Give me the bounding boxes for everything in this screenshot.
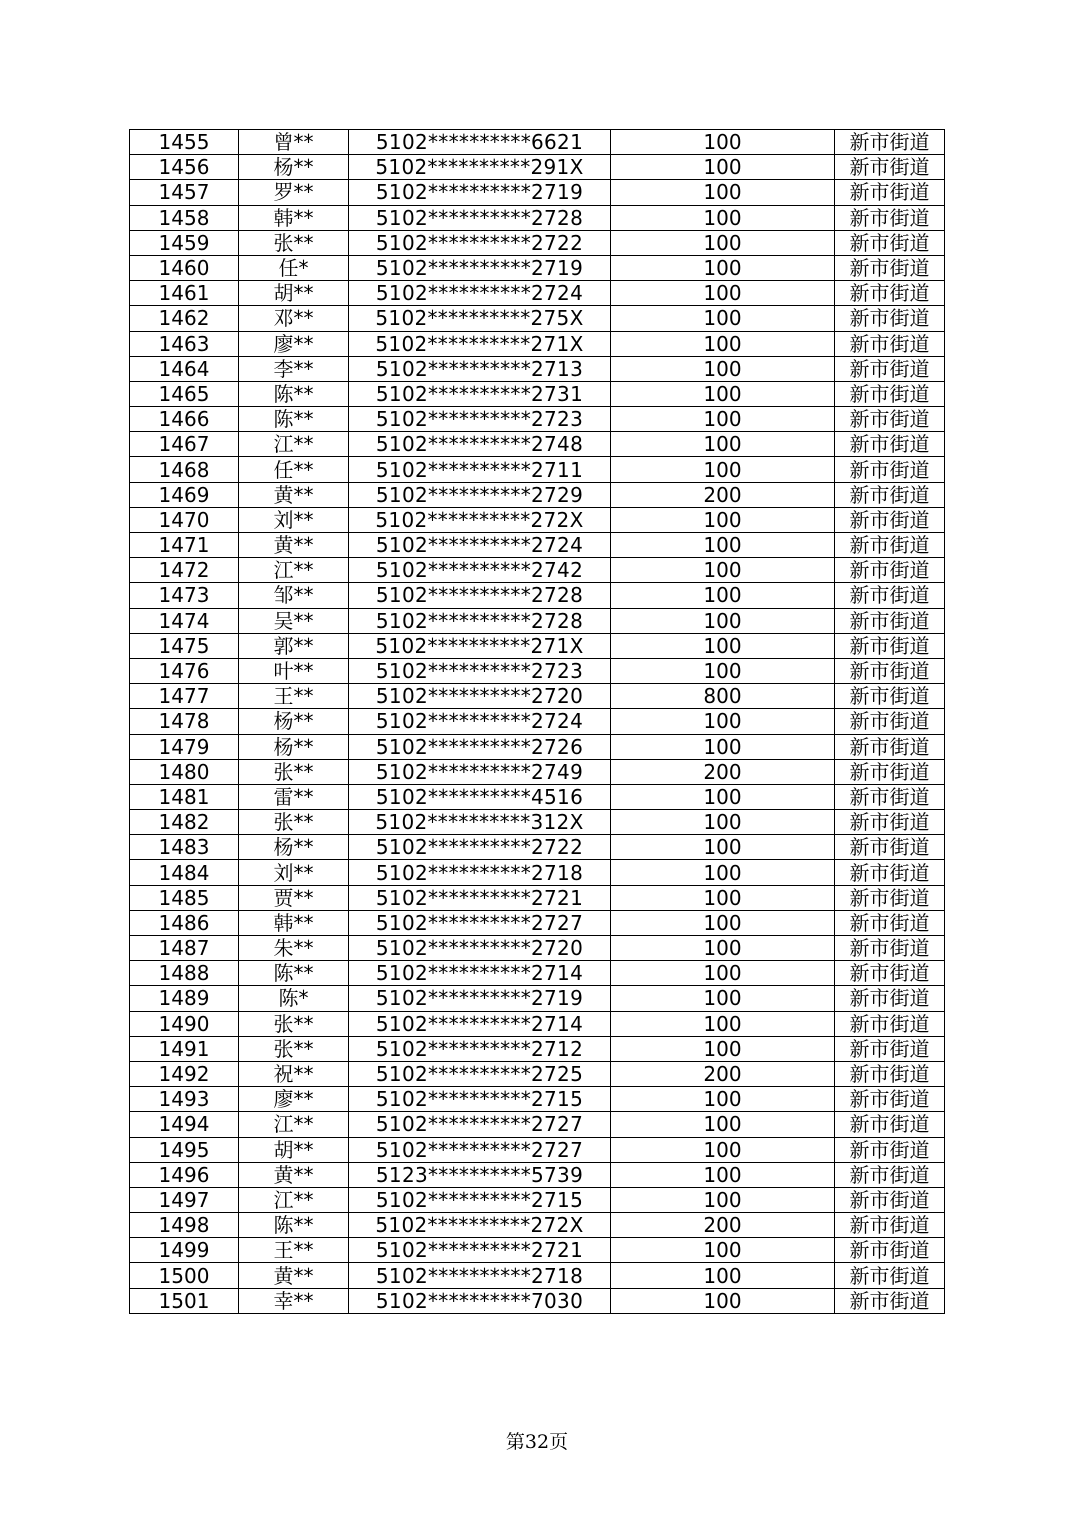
subdistrict-cell: 新市街道 — [835, 457, 945, 482]
table-row — [130, 583, 945, 608]
subdistrict-cell: 新市街道 — [835, 885, 945, 910]
amount-cell: 100 — [611, 936, 835, 961]
amount-cell: 100 — [611, 1162, 835, 1187]
name-cell: 杨** — [239, 709, 349, 734]
amount-cell: 100 — [611, 709, 835, 734]
subdistrict-cell: 新市街道 — [835, 936, 945, 961]
amount-cell: 100 — [611, 457, 835, 482]
name-cell: 邹** — [239, 583, 349, 608]
name-cell: 刘** — [239, 507, 349, 532]
table-row — [130, 306, 945, 331]
table-row — [130, 1036, 945, 1061]
amount-cell: 100 — [611, 810, 835, 835]
serial-number-cell: 1472 — [130, 558, 239, 583]
id-number-cell: 5102**********2728 — [349, 205, 611, 230]
amount-cell: 200 — [611, 482, 835, 507]
subdistrict-cell: 新市街道 — [835, 1162, 945, 1187]
subdistrict-cell: 新市街道 — [835, 1263, 945, 1288]
serial-number-cell: 1468 — [130, 457, 239, 482]
id-number-cell: 5102**********2720 — [349, 936, 611, 961]
serial-number-cell: 1491 — [130, 1036, 239, 1061]
table-row — [130, 230, 945, 255]
amount-cell: 100 — [611, 784, 835, 809]
subdistrict-cell: 新市街道 — [835, 1213, 945, 1238]
name-cell: 黄** — [239, 1263, 349, 1288]
name-cell: 任* — [239, 255, 349, 280]
id-number-cell: 5102**********271X — [349, 633, 611, 658]
serial-number-cell: 1488 — [130, 961, 239, 986]
subdistrict-cell: 新市街道 — [835, 155, 945, 180]
id-number-cell: 5102**********2727 — [349, 1112, 611, 1137]
subdistrict-cell: 新市街道 — [835, 432, 945, 457]
serial-number-cell: 1461 — [130, 281, 239, 306]
table-row — [130, 1288, 945, 1313]
amount-cell: 200 — [611, 1213, 835, 1238]
table-row — [130, 1137, 945, 1162]
name-cell: 廖** — [239, 1087, 349, 1112]
name-cell: 祝** — [239, 1061, 349, 1086]
table-row — [130, 533, 945, 558]
amount-cell: 200 — [611, 759, 835, 784]
table-row — [130, 281, 945, 306]
id-number-cell: 5102**********2728 — [349, 608, 611, 633]
amount-cell: 100 — [611, 1112, 835, 1137]
id-number-cell: 5102**********7030 — [349, 1288, 611, 1313]
serial-number-cell: 1476 — [130, 658, 239, 683]
table-row — [130, 885, 945, 910]
id-number-cell: 5102**********2727 — [349, 1137, 611, 1162]
name-cell: 任** — [239, 457, 349, 482]
amount-cell: 100 — [611, 910, 835, 935]
amount-cell: 100 — [611, 155, 835, 180]
subdistrict-cell: 新市街道 — [835, 356, 945, 381]
id-number-cell: 5102**********2728 — [349, 583, 611, 608]
id-number-cell: 5102**********2731 — [349, 381, 611, 406]
name-cell: 廖** — [239, 331, 349, 356]
table-row — [130, 356, 945, 381]
table-row — [130, 205, 945, 230]
table-row — [130, 1162, 945, 1187]
serial-number-cell: 1474 — [130, 608, 239, 633]
serial-number-cell: 1471 — [130, 533, 239, 558]
table-row — [130, 381, 945, 406]
table-row — [130, 1187, 945, 1212]
id-number-cell: 5102**********2722 — [349, 835, 611, 860]
name-cell: 陈** — [239, 381, 349, 406]
name-cell: 胡** — [239, 1137, 349, 1162]
serial-number-cell: 1469 — [130, 482, 239, 507]
serial-number-cell: 1499 — [130, 1238, 239, 1263]
serial-number-cell: 1501 — [130, 1288, 239, 1313]
id-number-cell: 5102**********2721 — [349, 885, 611, 910]
subdistrict-cell: 新市街道 — [835, 180, 945, 205]
name-cell: 雷** — [239, 784, 349, 809]
name-cell: 王** — [239, 1238, 349, 1263]
name-cell: 江** — [239, 1112, 349, 1137]
id-number-cell: 5102**********2719 — [349, 986, 611, 1011]
name-cell: 张** — [239, 1011, 349, 1036]
serial-number-cell: 1460 — [130, 255, 239, 280]
name-cell: 韩** — [239, 205, 349, 230]
subdistrict-cell: 新市街道 — [835, 1011, 945, 1036]
subdistrict-cell: 新市街道 — [835, 910, 945, 935]
id-number-cell: 5102**********2742 — [349, 558, 611, 583]
table-row — [130, 759, 945, 784]
serial-number-cell: 1458 — [130, 205, 239, 230]
table-row — [130, 608, 945, 633]
table-row — [130, 507, 945, 532]
subdistrict-cell: 新市街道 — [835, 255, 945, 280]
amount-cell: 100 — [611, 1238, 835, 1263]
serial-number-cell: 1470 — [130, 507, 239, 532]
name-cell: 韩** — [239, 910, 349, 935]
subdistrict-cell: 新市街道 — [835, 810, 945, 835]
name-cell: 王** — [239, 684, 349, 709]
subdistrict-cell: 新市街道 — [835, 331, 945, 356]
subdistrict-cell: 新市街道 — [835, 507, 945, 532]
serial-number-cell: 1478 — [130, 709, 239, 734]
id-number-cell: 5102**********2721 — [349, 1238, 611, 1263]
subdistrict-cell: 新市街道 — [835, 281, 945, 306]
subdistrict-cell: 新市街道 — [835, 658, 945, 683]
subdistrict-cell: 新市街道 — [835, 306, 945, 331]
name-cell: 张** — [239, 759, 349, 784]
serial-number-cell: 1496 — [130, 1162, 239, 1187]
name-cell: 邓** — [239, 306, 349, 331]
table-row — [130, 734, 945, 759]
amount-cell: 100 — [611, 583, 835, 608]
name-cell: 杨** — [239, 734, 349, 759]
id-number-cell: 5102**********272X — [349, 507, 611, 532]
amount-cell: 100 — [611, 835, 835, 860]
subdistrict-cell: 新市街道 — [835, 558, 945, 583]
subdistrict-cell: 新市街道 — [835, 835, 945, 860]
table-row — [130, 936, 945, 961]
amount-cell: 100 — [611, 608, 835, 633]
id-number-cell: 5102**********2714 — [349, 961, 611, 986]
subdistrict-cell: 新市街道 — [835, 130, 945, 155]
table-row — [130, 1112, 945, 1137]
serial-number-cell: 1492 — [130, 1061, 239, 1086]
id-number-cell: 5102**********2722 — [349, 230, 611, 255]
serial-number-cell: 1498 — [130, 1213, 239, 1238]
serial-number-cell: 1484 — [130, 860, 239, 885]
table-row — [130, 684, 945, 709]
table-row — [130, 331, 945, 356]
name-cell: 江** — [239, 432, 349, 457]
name-cell: 李** — [239, 356, 349, 381]
name-cell: 黄** — [239, 1162, 349, 1187]
subdistrict-cell: 新市街道 — [835, 860, 945, 885]
name-cell: 刘** — [239, 860, 349, 885]
id-number-cell: 5102**********2719 — [349, 255, 611, 280]
id-number-cell: 5102**********2714 — [349, 1011, 611, 1036]
id-number-cell: 5102**********2715 — [349, 1087, 611, 1112]
table-row — [130, 835, 945, 860]
id-number-cell: 5102**********2729 — [349, 482, 611, 507]
subdistrict-cell: 新市街道 — [835, 533, 945, 558]
subdistrict-cell: 新市街道 — [835, 709, 945, 734]
amount-cell: 100 — [611, 734, 835, 759]
id-number-cell: 5102**********6621 — [349, 130, 611, 155]
amount-cell: 100 — [611, 986, 835, 1011]
table-row — [130, 658, 945, 683]
subdistrict-cell: 新市街道 — [835, 1238, 945, 1263]
id-number-cell: 5102**********291X — [349, 155, 611, 180]
amount-cell: 100 — [611, 356, 835, 381]
amount-cell: 100 — [611, 1036, 835, 1061]
id-number-cell: 5102**********2718 — [349, 860, 611, 885]
table-row — [130, 180, 945, 205]
subdistrict-cell: 新市街道 — [835, 407, 945, 432]
id-number-cell: 5102**********2727 — [349, 910, 611, 935]
amount-cell: 100 — [611, 860, 835, 885]
serial-number-cell: 1463 — [130, 331, 239, 356]
table-row — [130, 709, 945, 734]
id-number-cell: 5102**********2725 — [349, 1061, 611, 1086]
table-row — [130, 810, 945, 835]
serial-number-cell: 1480 — [130, 759, 239, 784]
table-row — [130, 1011, 945, 1036]
amount-cell: 100 — [611, 306, 835, 331]
id-number-cell: 5102**********2718 — [349, 1263, 611, 1288]
id-number-cell: 5102**********4516 — [349, 784, 611, 809]
table-row — [130, 910, 945, 935]
amount-cell: 100 — [611, 381, 835, 406]
name-cell: 张** — [239, 810, 349, 835]
amount-cell: 100 — [611, 180, 835, 205]
id-number-cell: 5102**********2719 — [349, 180, 611, 205]
subdistrict-cell: 新市街道 — [835, 1087, 945, 1112]
amount-cell: 100 — [611, 432, 835, 457]
subdistrict-cell: 新市街道 — [835, 205, 945, 230]
table-row — [130, 961, 945, 986]
amount-cell: 100 — [611, 1011, 835, 1036]
subdistrict-cell: 新市街道 — [835, 759, 945, 784]
id-number-cell: 5102**********2749 — [349, 759, 611, 784]
amount-cell: 100 — [611, 407, 835, 432]
name-cell: 杨** — [239, 835, 349, 860]
subdistrict-cell: 新市街道 — [835, 608, 945, 633]
serial-number-cell: 1462 — [130, 306, 239, 331]
table-row — [130, 1087, 945, 1112]
amount-cell: 100 — [611, 1187, 835, 1212]
name-cell: 张** — [239, 1036, 349, 1061]
subdistrict-cell: 新市街道 — [835, 1288, 945, 1313]
serial-number-cell: 1483 — [130, 835, 239, 860]
serial-number-cell: 1497 — [130, 1187, 239, 1212]
serial-number-cell: 1486 — [130, 910, 239, 935]
id-number-cell: 5102**********2720 — [349, 684, 611, 709]
name-cell: 杨** — [239, 155, 349, 180]
serial-number-cell: 1500 — [130, 1263, 239, 1288]
serial-number-cell: 1482 — [130, 810, 239, 835]
subdistrict-cell: 新市街道 — [835, 1061, 945, 1086]
serial-number-cell: 1485 — [130, 885, 239, 910]
id-number-cell: 5102**********2723 — [349, 658, 611, 683]
roster-table-body — [130, 130, 945, 1314]
amount-cell: 100 — [611, 1087, 835, 1112]
subdistrict-cell: 新市街道 — [835, 381, 945, 406]
subdistrict-cell: 新市街道 — [835, 230, 945, 255]
id-number-cell: 5102**********2715 — [349, 1187, 611, 1212]
serial-number-cell: 1473 — [130, 583, 239, 608]
id-number-cell: 5102**********2723 — [349, 407, 611, 432]
table-row — [130, 1213, 945, 1238]
table-row — [130, 457, 945, 482]
name-cell: 罗** — [239, 180, 349, 205]
subdistrict-cell: 新市街道 — [835, 684, 945, 709]
name-cell: 吴** — [239, 608, 349, 633]
id-number-cell: 5102**********2724 — [349, 281, 611, 306]
id-number-cell: 5102**********272X — [349, 1213, 611, 1238]
name-cell: 胡** — [239, 281, 349, 306]
name-cell: 张** — [239, 230, 349, 255]
amount-cell: 100 — [611, 885, 835, 910]
table-row — [130, 633, 945, 658]
serial-number-cell: 1495 — [130, 1137, 239, 1162]
id-number-cell: 5123**********5739 — [349, 1162, 611, 1187]
id-number-cell: 5102**********271X — [349, 331, 611, 356]
serial-number-cell: 1479 — [130, 734, 239, 759]
serial-number-cell: 1457 — [130, 180, 239, 205]
serial-number-cell: 1481 — [130, 784, 239, 809]
serial-number-cell: 1466 — [130, 407, 239, 432]
table-row — [130, 558, 945, 583]
subdistrict-cell: 新市街道 — [835, 1187, 945, 1212]
subdistrict-cell: 新市街道 — [835, 961, 945, 986]
serial-number-cell: 1475 — [130, 633, 239, 658]
name-cell: 江** — [239, 558, 349, 583]
name-cell: 黄** — [239, 482, 349, 507]
subdistrict-cell: 新市街道 — [835, 583, 945, 608]
table-row — [130, 1263, 945, 1288]
table-row — [130, 155, 945, 180]
serial-number-cell: 1477 — [130, 684, 239, 709]
name-cell: 叶** — [239, 658, 349, 683]
id-number-cell: 5102**********2726 — [349, 734, 611, 759]
table-row — [130, 130, 945, 155]
subdistrict-cell: 新市街道 — [835, 482, 945, 507]
name-cell: 朱** — [239, 936, 349, 961]
amount-cell: 100 — [611, 558, 835, 583]
serial-number-cell: 1459 — [130, 230, 239, 255]
id-number-cell: 5102**********275X — [349, 306, 611, 331]
subdistrict-cell: 新市街道 — [835, 633, 945, 658]
id-number-cell: 5102**********2712 — [349, 1036, 611, 1061]
subdistrict-cell: 新市街道 — [835, 1036, 945, 1061]
amount-cell: 100 — [611, 255, 835, 280]
amount-cell: 100 — [611, 230, 835, 255]
subdistrict-cell: 新市街道 — [835, 784, 945, 809]
amount-cell: 100 — [611, 961, 835, 986]
serial-number-cell: 1493 — [130, 1087, 239, 1112]
table-row — [130, 1061, 945, 1086]
name-cell: 幸** — [239, 1288, 349, 1313]
id-number-cell: 5102**********2713 — [349, 356, 611, 381]
name-cell: 陈* — [239, 986, 349, 1011]
serial-number-cell: 1487 — [130, 936, 239, 961]
serial-number-cell: 1465 — [130, 381, 239, 406]
serial-number-cell: 1467 — [130, 432, 239, 457]
table-row — [130, 482, 945, 507]
id-number-cell: 5102**********312X — [349, 810, 611, 835]
name-cell: 贾** — [239, 885, 349, 910]
name-cell: 陈** — [239, 407, 349, 432]
table-row — [130, 784, 945, 809]
name-cell: 曾** — [239, 130, 349, 155]
table-row — [130, 407, 945, 432]
amount-cell: 100 — [611, 130, 835, 155]
name-cell: 郭** — [239, 633, 349, 658]
serial-number-cell: 1456 — [130, 155, 239, 180]
table-row — [130, 860, 945, 885]
amount-cell: 100 — [611, 281, 835, 306]
subdistrict-cell: 新市街道 — [835, 1137, 945, 1162]
amount-cell: 200 — [611, 1061, 835, 1086]
id-number-cell: 5102**********2748 — [349, 432, 611, 457]
name-cell: 江** — [239, 1187, 349, 1212]
name-cell: 黄** — [239, 533, 349, 558]
serial-number-cell: 1490 — [130, 1011, 239, 1036]
amount-cell: 100 — [611, 507, 835, 532]
name-cell: 陈** — [239, 961, 349, 986]
amount-cell: 100 — [611, 331, 835, 356]
amount-cell: 100 — [611, 533, 835, 558]
table-row — [130, 1238, 945, 1263]
page-number: 第32页 — [505, 1431, 569, 1453]
subdistrict-cell: 新市街道 — [835, 734, 945, 759]
id-number-cell: 5102**********2724 — [349, 709, 611, 734]
serial-number-cell: 1455 — [130, 130, 239, 155]
amount-cell: 100 — [611, 633, 835, 658]
table-row — [130, 986, 945, 1011]
subdistrict-cell: 新市街道 — [835, 986, 945, 1011]
amount-cell: 100 — [611, 1137, 835, 1162]
table-row — [130, 432, 945, 457]
amount-cell: 100 — [611, 658, 835, 683]
roster-table — [129, 129, 945, 1314]
serial-number-cell: 1494 — [130, 1112, 239, 1137]
amount-cell: 800 — [611, 684, 835, 709]
amount-cell: 100 — [611, 1263, 835, 1288]
amount-cell: 100 — [611, 1288, 835, 1313]
name-cell: 陈** — [239, 1213, 349, 1238]
serial-number-cell: 1464 — [130, 356, 239, 381]
amount-cell: 100 — [611, 205, 835, 230]
subdistrict-cell: 新市街道 — [835, 1112, 945, 1137]
serial-number-cell: 1489 — [130, 986, 239, 1011]
id-number-cell: 5102**********2711 — [349, 457, 611, 482]
table-row — [130, 255, 945, 280]
id-number-cell: 5102**********2724 — [349, 533, 611, 558]
